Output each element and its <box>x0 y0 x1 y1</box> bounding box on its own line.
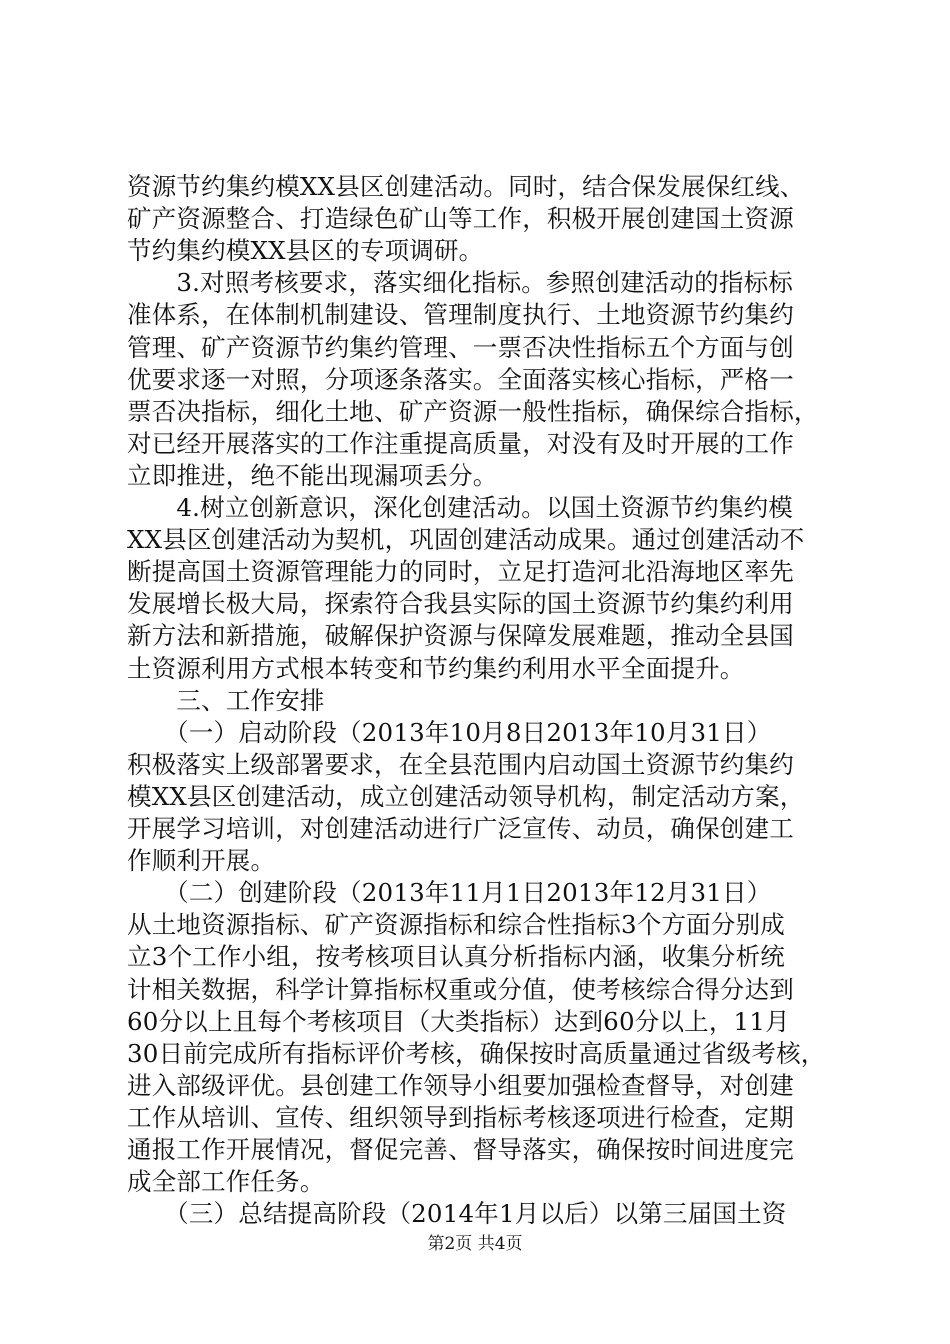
text-line: 断提高国土资源管理能力的同时，立足打造河北沿海地区率先 <box>127 557 794 587</box>
text-line: 立3个工作小组，按考核项目认真分析指标内涵，收集分析统 <box>127 942 785 972</box>
text-line: 节约集约模XX县区的专项调研。 <box>127 236 484 266</box>
text-line: 发展增长极大局，探索符合我县实际的国土资源节约集约利用 <box>127 589 794 619</box>
text-line: 30日前完成所有指标评价考核，确保按时高质量通过省级考核， <box>127 1038 826 1068</box>
text-line: （二）创建阶段（2013年11月1日2013年12月31日） <box>127 878 772 908</box>
text-line: 立即推进，绝不能出现漏项丢分。 <box>127 460 498 490</box>
text-line: 资源节约集约模XX县区创建活动。同时，结合保发展保红线、 <box>127 172 805 201</box>
text-line: 成全部工作任务。 <box>127 1167 325 1197</box>
text-line: 3.对照考核要求，落实细化指标。参照创建活动的指标标 <box>127 268 793 298</box>
text-line: 60分以上且每个考核项目（大类指标）达到60分以上，11月 <box>127 1006 790 1036</box>
text-line: 从土地资源指标、矿产资源指标和综合性指标3个方面分别成 <box>127 910 785 940</box>
text-line: 票否决指标，细化土地、矿产资源一般性指标，确保综合指标， <box>127 396 819 426</box>
text-line: （三）总结提高阶段（2014年1月以后）以第三届国土资 <box>127 1199 787 1229</box>
text-line: 通报工作开展情况，督促完善、督导落实，确保按时间进度完 <box>127 1135 794 1164</box>
text-line: 作顺利开展。 <box>127 846 276 876</box>
text-line: 新方法和新措施，破解保护资源与保障发展难题，推动全县国 <box>127 621 794 651</box>
text-line: 优要求逐一对照，分项逐条落实。全面落实核心指标，严格一 <box>127 364 794 394</box>
text-line: 管理、矿产资源节约集约管理、一票否决性指标五个方面与创 <box>127 332 794 362</box>
text-line: 工作从培训、宣传、组织领导到指标考核逐项进行检查，定期 <box>127 1102 794 1132</box>
text-line: （一）启动阶段（2013年10月8日2013年10月31日） <box>127 717 772 747</box>
text-line: 进入部级评优。县创建工作领导小组要加强检查督导，对创建 <box>127 1070 794 1100</box>
text-line: 开展学习培训，对创建活动进行广泛宣传、动员，确保创建工 <box>127 814 794 843</box>
page-footer: 第2页 共4页 <box>427 1234 523 1254</box>
text-line: 准体系，在体制机制建设、管理制度执行、土地资源节约集约 <box>127 300 794 330</box>
text-line: 三、工作安排 <box>127 685 325 715</box>
text-line: 计相关数据，科学计算指标权重或分值，使考核综合得分达到 <box>127 974 794 1004</box>
text-line: 土资源利用方式根本转变和节约集约利用水平全面提升。 <box>127 653 745 683</box>
text-line: 积极落实上级部署要求，在全县范围内启动国土资源节约集约 <box>127 749 794 779</box>
text-line: 对已经开展落实的工作注重提高质量，对没有及时开展的工作 <box>127 428 794 458</box>
text-line: 模XX县区创建活动，成立创建活动领导机构，制定活动方案， <box>127 781 805 811</box>
text-line: 矿产资源整合、打造绿色矿山等工作，积极开展创建国土资源 <box>127 204 794 234</box>
text-line: XX县区创建活动为契机，巩固创建活动成果。通过创建活动不 <box>127 525 805 555</box>
text-line: 4.树立创新意识，深化创建活动。以国土资源节约集约模 <box>127 493 793 522</box>
